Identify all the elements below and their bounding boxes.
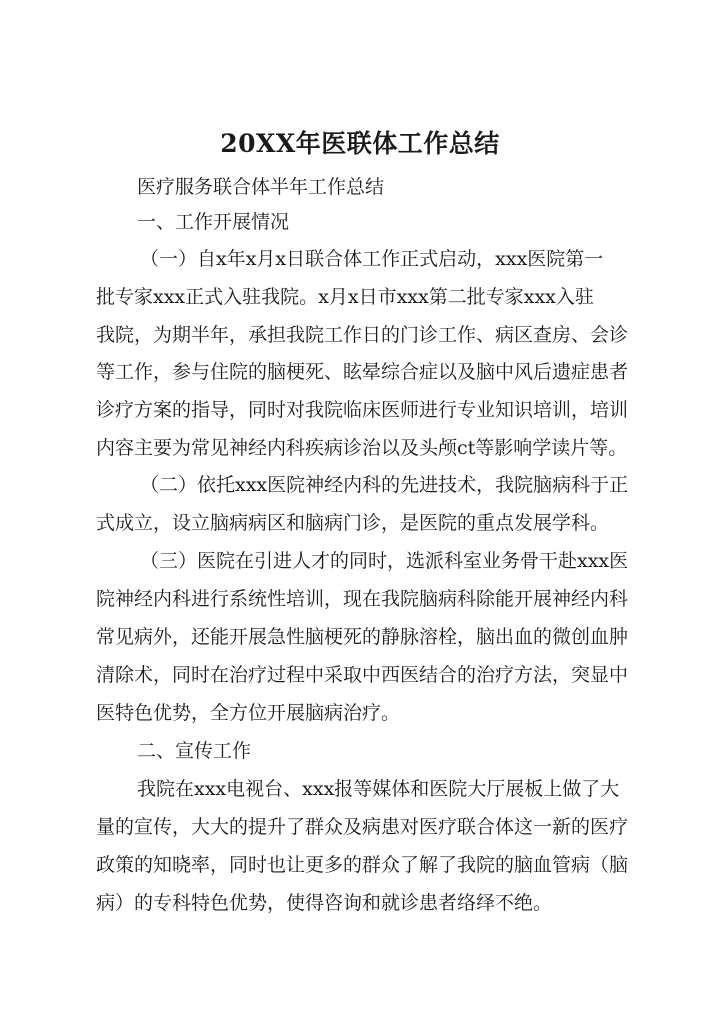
paragraph-line: 医特色优势，全方位开展脑病治疗。 [96, 702, 401, 724]
paragraph-line: （二）依托xxx医院神经内科的先进技术，我院脑病科于正 [140, 474, 629, 496]
document-subtitle: 医疗服务联合体半年工作总结 [137, 176, 385, 198]
paragraph-line: 政策的知晓率，同时也让更多的群众了解了我院的脑血管病（脑 [96, 854, 629, 876]
paragraph-line: 量的宣传，大大的提升了群众及病患对医疗联合体这一新的医疗 [96, 816, 629, 838]
paragraph-line: 常见病外，还能开展急性脑梗死的静脉溶栓，脑出血的微创血肿 [96, 626, 629, 648]
paragraph-line: 批专家xxx正式入驻我院。x月x日市xxx第二批专家xxx入驻 [96, 286, 594, 308]
paragraph-line: 病）的专科特色优势，使得咨询和就诊患者络绎不绝。 [96, 892, 553, 914]
paragraph-line: 等工作，参与住院的脑梗死、眩晕综合症以及脑中风后遗症患者 [96, 361, 629, 383]
section-heading-publicity: 二、宣传工作 [137, 740, 252, 762]
document-title: 20XX年医联体工作总结 [220, 129, 500, 158]
paragraph-line: 院神经内科进行系统性培训，现在我院脑病科除能开展神经内科 [96, 588, 629, 610]
paragraph-line: 诊疗方案的指导，同时对我院临床医师进行专业知识培训，培训 [96, 399, 629, 421]
paragraph-line: 我院，为期半年，承担我院工作日的门诊工作、病区查房、会诊 [96, 324, 629, 346]
paragraph-line: 式成立，设立脑病病区和脑病门诊，是医院的重点发展学科。 [96, 512, 610, 534]
section-heading-work: 一、工作开展情况 [137, 211, 290, 233]
paragraph-line: 内容主要为常见神经内科疾病诊治以及头颅ct等影响学读片等。 [96, 437, 628, 459]
paragraph-line: （三）医院在引进人才的同时，选派科室业务骨干赴xxx医 [140, 550, 629, 572]
paragraph-line: 清除术，同时在治疗过程中采取中西医结合的治疗方法，突显中 [96, 664, 629, 686]
paragraph-line: （一）自x年x月x日联合体工作正式启动，xxx医院第一 [140, 248, 604, 270]
paragraph-line: 我院在xxx电视台、xxx报等媒体和医院大厅展板上做了大 [137, 778, 620, 800]
